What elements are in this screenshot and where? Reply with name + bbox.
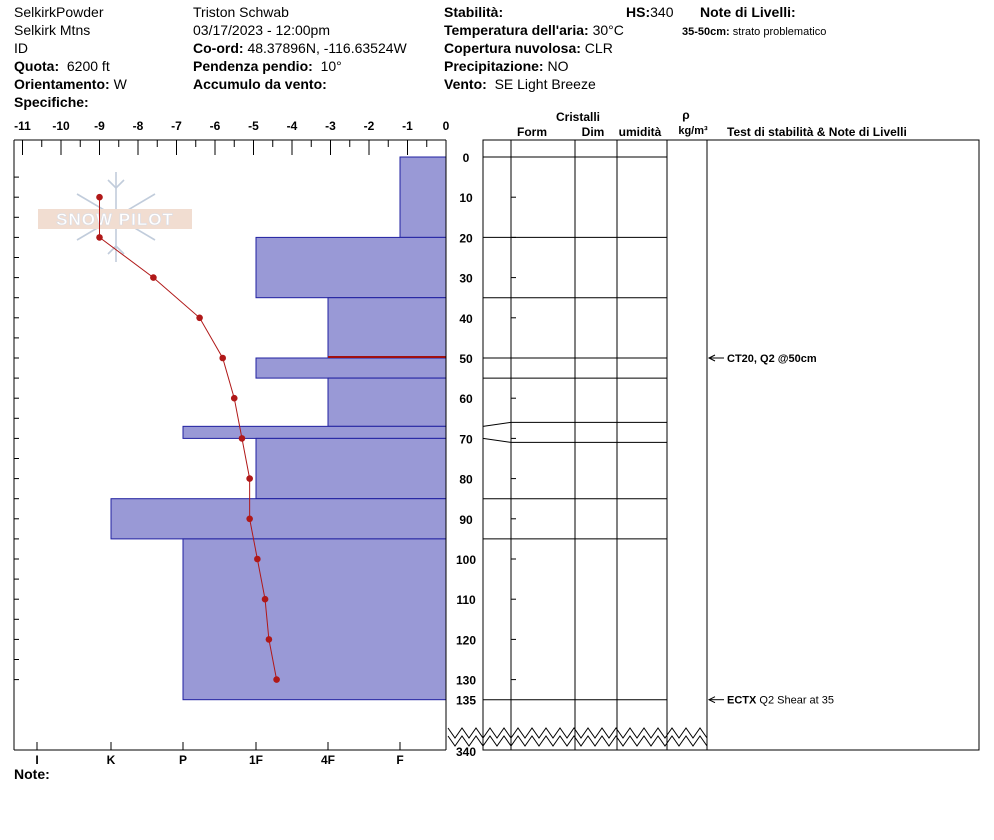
- form-header: Form: [517, 125, 547, 139]
- temp-tick-label: -8: [132, 119, 144, 133]
- moisture-header: umidità: [618, 125, 662, 139]
- temp-tick-label: -9: [94, 119, 105, 133]
- crystals-header: Cristalli: [555, 110, 601, 124]
- depth-label: 60: [459, 392, 473, 407]
- slope-value: 10°: [320, 58, 342, 74]
- wind-value: SE Light Breeze: [494, 76, 596, 92]
- density-unit-header: kg/m³: [678, 125, 708, 137]
- depth-label: 20: [459, 231, 473, 246]
- precip-label: Precipitazione:: [444, 58, 544, 74]
- depth-label: 135: [455, 693, 477, 708]
- wind-loading-label: Accumulo da vento:: [193, 76, 327, 92]
- hardness-bar: [328, 378, 446, 426]
- temperature-point: [254, 556, 261, 563]
- hardness-bar: [256, 237, 446, 297]
- test-result-label: [727, 353, 817, 365]
- air-temp-label: Temperatura dell'aria:: [444, 22, 589, 38]
- depth-label: 10: [459, 191, 473, 206]
- depth-label: 90: [459, 512, 473, 527]
- temperature-point: [96, 234, 103, 241]
- temperature-point: [196, 315, 203, 322]
- depth-label: 130: [455, 673, 477, 688]
- temp-tick-label: -3: [325, 119, 336, 133]
- specifics-label: Specifiche:: [14, 94, 89, 110]
- elevation-value: 6200 ft: [66, 58, 110, 74]
- depth-label: 40: [459, 311, 473, 326]
- elevation-label: Quota:: [14, 58, 60, 74]
- layer-note-depth: 35-50cm:: [682, 26, 730, 38]
- temperature-point: [150, 274, 157, 281]
- observer-name: Triston Schwab: [193, 4, 289, 20]
- temp-tick-label: -2: [363, 119, 375, 133]
- depth-label: 120: [455, 633, 477, 648]
- temp-tick-label: -6: [209, 119, 221, 133]
- temp-tick-label: -1: [402, 119, 413, 133]
- hs-label: HS:: [626, 4, 651, 20]
- depth-label: 50: [459, 352, 473, 366]
- test-result-label: [727, 695, 834, 707]
- layer-table: [448, 108, 979, 759]
- tests-header: Test di stabilità & Note di Livelli: [727, 125, 907, 139]
- temperature-point: [246, 475, 253, 482]
- hardness-bar: [400, 157, 446, 237]
- hardness-bar: [256, 358, 446, 378]
- coords-value: 48.37896N, -116.63524W: [247, 40, 407, 56]
- temperature-point: [262, 596, 269, 603]
- hardness-label: F: [396, 753, 404, 767]
- temperature-point: [273, 676, 280, 683]
- wind-label: Vento:: [444, 76, 487, 92]
- hardness-label: P: [178, 753, 188, 767]
- observation-datetime: 03/17/2023 - 12:00pm: [193, 22, 330, 38]
- temperature-point: [239, 435, 246, 442]
- rho-header: ρ: [682, 108, 690, 122]
- temperature-point: [231, 395, 238, 402]
- hardness-bar: [183, 539, 446, 700]
- precip-value: NO: [547, 58, 569, 74]
- table-frame: [483, 140, 979, 750]
- aspect-value: W: [113, 76, 127, 92]
- layer-note-text: strato problematico: [732, 26, 827, 38]
- hardness-bar: [328, 298, 446, 358]
- temp-tick-label: -4: [286, 119, 298, 133]
- slope-label: Pendenza pendio:: [193, 58, 313, 74]
- hardness-bar: [111, 499, 446, 539]
- temperature-point: [246, 516, 253, 523]
- operation-name: SelkirkPowder: [14, 4, 104, 20]
- hardness-label: 4F: [320, 753, 336, 767]
- test-code: CT20, Q2 @50cm: [727, 353, 817, 365]
- hardness-label: 1F: [248, 753, 264, 767]
- hs-value: 340: [650, 4, 674, 20]
- sky-value: CLR: [584, 40, 613, 56]
- stability-label: Stabilità:: [444, 4, 504, 20]
- depth-label: 100: [455, 553, 477, 567]
- air-temp-value: 30°C: [592, 22, 624, 38]
- logo-text: SNOW PILOT: [56, 210, 174, 229]
- temperature-point: [96, 194, 103, 201]
- temp-tick-label: 0: [442, 119, 450, 133]
- depth-label: 0: [462, 151, 470, 165]
- hardness-bar: [183, 426, 446, 438]
- size-header: Dim: [581, 125, 605, 139]
- depth-break-zigzag: [448, 736, 707, 746]
- test-detail: Q2 Shear at 35: [756, 694, 835, 707]
- aspect-label: Orientamento:: [14, 76, 110, 92]
- temp-tick-label: -5: [248, 119, 259, 133]
- temperature-point: [266, 636, 273, 643]
- hardness-label: K: [106, 753, 116, 767]
- coords-label: Co-ord:: [193, 40, 244, 56]
- depth-label: 110: [456, 593, 476, 608]
- hardness-label: I: [35, 753, 39, 767]
- id-label: ID: [14, 40, 28, 56]
- temp-tick-label: -11: [14, 119, 31, 133]
- notes-label: Note:: [14, 766, 50, 782]
- sky-label: Copertura nuvolosa:: [444, 40, 581, 56]
- temperature-point: [219, 355, 226, 362]
- depth-label: 80: [459, 472, 473, 487]
- depth-break-zigzag: [448, 728, 707, 738]
- layer-notes-label: Note di Livelli:: [700, 4, 796, 20]
- temp-tick-label: -10: [52, 119, 70, 133]
- temp-tick-label: -7: [171, 119, 182, 133]
- hardness-bar: [256, 438, 446, 498]
- depth-bottom-label: 340: [455, 745, 477, 759]
- mountain-range: Selkirk Mtns: [14, 22, 91, 38]
- test-code: ECTX: [727, 694, 757, 707]
- depth-label: 70: [459, 432, 473, 447]
- depth-label: 30: [459, 271, 473, 286]
